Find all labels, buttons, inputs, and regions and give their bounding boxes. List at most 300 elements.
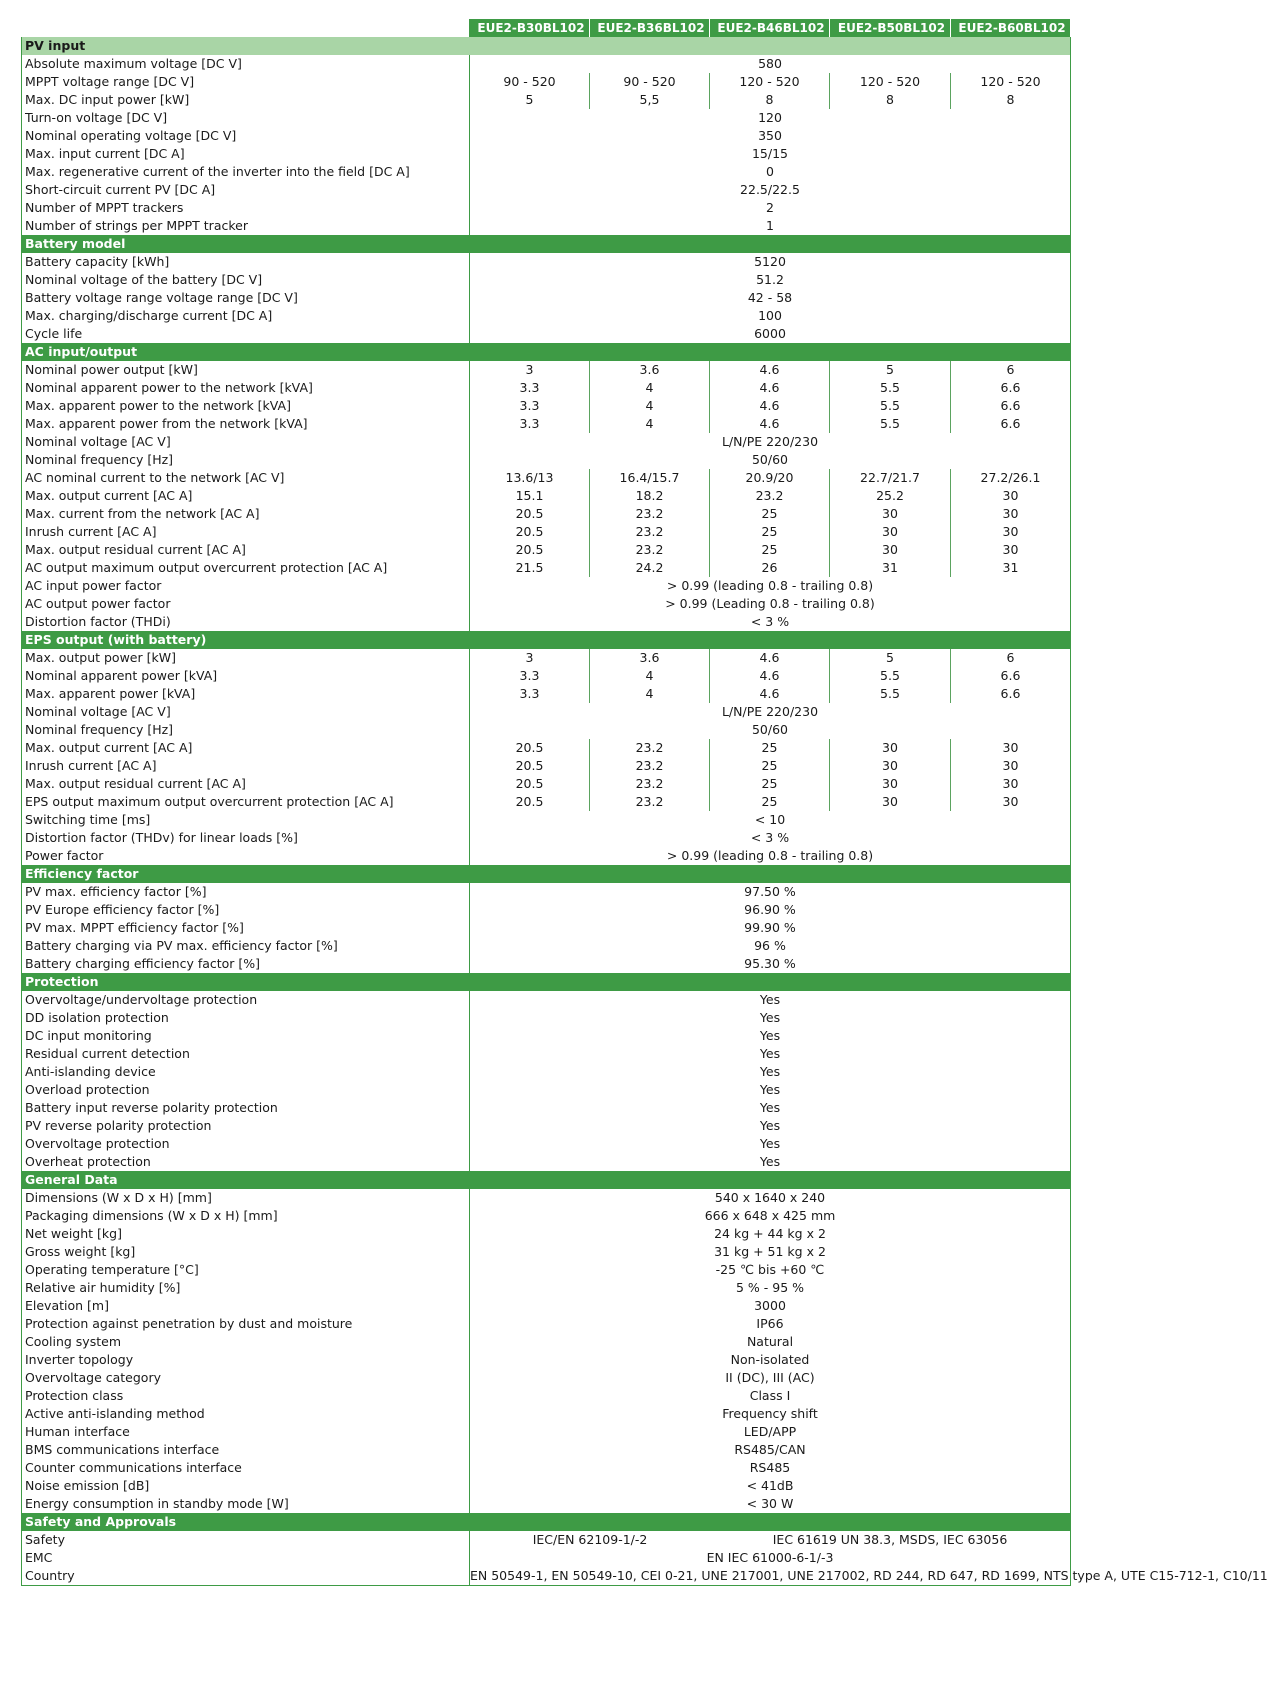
table-row: [22, 505, 1071, 523]
model-header-row: [22, 19, 1071, 37]
value-cell-span: Frequency shift: [470, 1405, 1071, 1423]
value-cell: 4: [590, 685, 710, 703]
row-label: Nominal apparent power to the network [kVA]: [22, 379, 470, 397]
value-cell: 3.6: [590, 361, 710, 379]
row-label: Net weight [kg]: [22, 1225, 470, 1243]
value-cell-span: L/N/PE 220/230: [470, 703, 1071, 721]
table-row: [22, 1315, 1071, 1333]
table-row: [22, 415, 1071, 433]
table-row: [22, 523, 1071, 541]
header-blank-cell: [22, 19, 470, 37]
value-cell-span: 31 kg + 51 kg x 2: [470, 1243, 1071, 1261]
table-row: [22, 1459, 1071, 1477]
value-cell-span: 97.50 %: [470, 883, 1071, 901]
value-cell-span: 120: [470, 109, 1071, 127]
model-header: EUE2-B50BL102: [830, 19, 951, 37]
value-cell: 30: [830, 505, 951, 523]
value-cell: 25: [710, 757, 830, 775]
table-row: [22, 361, 1071, 379]
value-cell-split: [470, 1531, 1071, 1549]
value-cell-span: 50/60: [470, 451, 1071, 469]
table-row: [22, 1351, 1071, 1369]
row-label: Short-circuit current PV [DC A]: [22, 181, 470, 199]
section-title: AC input/output: [22, 343, 470, 361]
value-cell-span: < 3 %: [470, 829, 1071, 847]
value-cell: 5: [830, 361, 951, 379]
table-row: [22, 253, 1071, 271]
value-cell: 4: [590, 667, 710, 685]
row-label: Overheat protection: [22, 1153, 470, 1171]
value-cell-span: > 0.99 (leading 0.8 - trailing 0.8): [470, 577, 1071, 595]
section-header-row: [22, 235, 1071, 253]
table-row: [22, 1099, 1071, 1117]
table-row: [22, 703, 1071, 721]
table-row: [22, 559, 1071, 577]
row-label: Max. output current [AC A]: [22, 487, 470, 505]
value-cell: 3.3: [470, 667, 590, 685]
value-cell-span: < 41dB: [470, 1477, 1071, 1495]
table-row: [22, 1441, 1071, 1459]
value-cell: 30: [951, 523, 1071, 541]
value-cell: 30: [951, 775, 1071, 793]
value-cell-span: 350: [470, 127, 1071, 145]
table-row: [22, 937, 1071, 955]
row-label: Relative air humidity [%]: [22, 1279, 470, 1297]
row-label: Operating temperature [°C]: [22, 1261, 470, 1279]
value-cell: 27.2/26.1: [951, 469, 1071, 487]
value-cell: 24.2: [590, 559, 710, 577]
value-cell: 20.5: [470, 541, 590, 559]
value-cell: 25: [710, 523, 830, 541]
table-row: [22, 1279, 1071, 1297]
value-cell: 3: [470, 649, 590, 667]
table-row: [22, 397, 1071, 415]
value-cell-span: Yes: [470, 1081, 1071, 1099]
value-cell-span: -25 ℃ bis +60 ℃: [470, 1261, 1071, 1279]
value-cell: 30: [830, 523, 951, 541]
row-label: Max. input current [DC A]: [22, 145, 470, 163]
value-cell: 90 - 520: [470, 73, 590, 91]
section-title: Efficiency factor: [22, 865, 470, 883]
row-label: Max. apparent power to the network [kVA]: [22, 397, 470, 415]
value-cell: 4.6: [710, 667, 830, 685]
row-label: EMC: [22, 1549, 470, 1567]
table-row: [22, 1531, 1071, 1549]
value-cell-span: 42 - 58: [470, 289, 1071, 307]
row-label: Cycle life: [22, 325, 470, 343]
table-row: [22, 775, 1071, 793]
section-header-fill: [470, 343, 1071, 361]
value-cell: 21.5: [470, 559, 590, 577]
section-title: EPS output (with battery): [22, 631, 470, 649]
row-label: EPS output maximum output overcurrent protection [AC A]: [22, 793, 470, 811]
value-cell-span: > 0.99 (Leading 0.8 - trailing 0.8): [470, 595, 1071, 613]
value-cell: 25: [710, 793, 830, 811]
value-cell-span: 15/15: [470, 145, 1071, 163]
value-cell-span: Non-isolated: [470, 1351, 1071, 1369]
table-row: [22, 199, 1071, 217]
value-cell: 3.3: [470, 379, 590, 397]
value-cell-span: Yes: [470, 991, 1071, 1009]
table-row: [22, 1549, 1071, 1567]
value-cell-span: 1: [470, 217, 1071, 235]
table-row: [22, 1063, 1071, 1081]
table-row: [22, 1261, 1071, 1279]
value-cell: 5.5: [830, 667, 951, 685]
value-cell-span: 24 kg + 44 kg x 2: [470, 1225, 1071, 1243]
value-cell: 30: [951, 505, 1071, 523]
value-cell-span: 0: [470, 163, 1071, 181]
table-row: [22, 793, 1071, 811]
value-cell: 4: [590, 415, 710, 433]
row-label: Active anti-islanding method: [22, 1405, 470, 1423]
row-label: Distortion factor (THDi): [22, 613, 470, 631]
value-cell: 90 - 520: [590, 73, 710, 91]
row-label: Nominal voltage of the battery [DC V]: [22, 271, 470, 289]
value-cell: 5.5: [830, 379, 951, 397]
row-label: Safety: [22, 1531, 470, 1549]
value-cell: 4.6: [710, 649, 830, 667]
row-label: Dimensions (W x D x H) [mm]: [22, 1189, 470, 1207]
value-cell: 4: [590, 379, 710, 397]
row-label: Elevation [m]: [22, 1297, 470, 1315]
table-row: [22, 829, 1071, 847]
table-row: [22, 1387, 1071, 1405]
value-cell: 5: [470, 91, 590, 109]
row-label: AC output maximum output overcurrent protection [AC A]: [22, 559, 470, 577]
row-label: Inverter topology: [22, 1351, 470, 1369]
value-cell-span: Yes: [470, 1117, 1071, 1135]
value-cell: 4.6: [710, 361, 830, 379]
value-cell: 15.1: [470, 487, 590, 505]
table-row: [22, 1405, 1071, 1423]
value-cell-span: 3000: [470, 1297, 1071, 1315]
table-row: [22, 289, 1071, 307]
row-label: BMS communications interface: [22, 1441, 470, 1459]
value-cell: 23.2: [590, 541, 710, 559]
value-cell: 25: [710, 541, 830, 559]
value-cell-span: RS485/CAN: [470, 1441, 1071, 1459]
section-title: PV input: [22, 37, 470, 55]
value-cell: 4.6: [710, 415, 830, 433]
row-label: Energy consumption in standby mode [W]: [22, 1495, 470, 1513]
value-cell-span: 96.90 %: [470, 901, 1071, 919]
value-cell: 20.5: [470, 775, 590, 793]
value-cell: 6.6: [951, 667, 1071, 685]
value-cell: 30: [951, 793, 1071, 811]
value-cell: 8: [830, 91, 951, 109]
row-label: Protection against penetration by dust and moisture: [22, 1315, 470, 1333]
table-row: [22, 487, 1071, 505]
table-row: [22, 721, 1071, 739]
value-cell-span: 5 % - 95 %: [470, 1279, 1071, 1297]
section-header-fill: [470, 1513, 1071, 1531]
table-row: [22, 613, 1071, 631]
row-label: Residual current detection: [22, 1045, 470, 1063]
split-wrap: [470, 1531, 1070, 1547]
section-title: General Data: [22, 1171, 470, 1189]
row-label: Power factor: [22, 847, 470, 865]
value-cell-span: Class I: [470, 1387, 1071, 1405]
value-cell-span: 5120: [470, 253, 1071, 271]
section-title: Safety and Approvals: [22, 1513, 470, 1531]
value-cell-span: 96 %: [470, 937, 1071, 955]
section-header-fill: [470, 865, 1071, 883]
value-cell-span: L/N/PE 220/230: [470, 433, 1071, 451]
section-header-row: [22, 37, 1071, 55]
model-header: EUE2-B36BL102: [590, 19, 710, 37]
value-cell-span: 6000: [470, 325, 1071, 343]
table-row: [22, 901, 1071, 919]
row-label: Absolute maximum voltage [DC V]: [22, 55, 470, 73]
table-row: [22, 1495, 1071, 1513]
value-cell-span: 100: [470, 307, 1071, 325]
table-row: [22, 685, 1071, 703]
value-cell: 6.6: [951, 415, 1071, 433]
value-cell-span: < 30 W: [470, 1495, 1071, 1513]
value-cell: 16.4/15.7: [590, 469, 710, 487]
value-cell-span: Yes: [470, 1045, 1071, 1063]
section-title: Protection: [22, 973, 470, 991]
value-cell: 5: [830, 649, 951, 667]
value-cell: 26: [710, 559, 830, 577]
value-cell: 5.5: [830, 397, 951, 415]
value-cell: 4.6: [710, 379, 830, 397]
row-label: Overvoltage protection: [22, 1135, 470, 1153]
row-label: Number of MPPT trackers: [22, 199, 470, 217]
value-cell: 20.5: [470, 505, 590, 523]
value-cell-span: 50/60: [470, 721, 1071, 739]
table-row: [22, 91, 1071, 109]
value-cell-span: 540 x 1640 x 240: [470, 1189, 1071, 1207]
split-value: IEC 61619 UN 38.3, MSDS, IEC 63056: [772, 1531, 1008, 1547]
table-row: [22, 307, 1071, 325]
row-label: Inrush current [AC A]: [22, 523, 470, 541]
value-cell-span: Yes: [470, 1027, 1071, 1045]
value-cell: 20.5: [470, 757, 590, 775]
value-cell: 23.2: [590, 757, 710, 775]
value-cell: 13.6/13: [470, 469, 590, 487]
row-label: Counter communications interface: [22, 1459, 470, 1477]
row-label: AC output power factor: [22, 595, 470, 613]
value-cell: 20.9/20: [710, 469, 830, 487]
table-row: [22, 433, 1071, 451]
value-cell: 23.2: [590, 775, 710, 793]
value-cell-span: < 3 %: [470, 613, 1071, 631]
table-row: [22, 1009, 1071, 1027]
model-header: EUE2-B46BL102: [710, 19, 830, 37]
value-cell-span: Yes: [470, 1135, 1071, 1153]
table-row: [22, 1477, 1071, 1495]
row-label: Protection class: [22, 1387, 470, 1405]
table-row: [22, 145, 1071, 163]
value-cell-span: 95.30 %: [470, 955, 1071, 973]
value-cell: 6: [951, 361, 1071, 379]
row-label: Nominal power output [kW]: [22, 361, 470, 379]
value-cell: 20.5: [470, 793, 590, 811]
value-cell-span: Yes: [470, 1009, 1071, 1027]
value-cell: 3.6: [590, 649, 710, 667]
value-cell-span: 51.2: [470, 271, 1071, 289]
row-label: Gross weight [kg]: [22, 1243, 470, 1261]
value-cell: 5,5: [590, 91, 710, 109]
table-row: [22, 757, 1071, 775]
spec-table: [21, 19, 1268, 1586]
value-cell-span: 2: [470, 199, 1071, 217]
value-cell: 23.2: [590, 505, 710, 523]
table-row: [22, 109, 1071, 127]
table-row: [22, 847, 1071, 865]
table-row: [22, 919, 1071, 937]
value-cell: 22.7/21.7: [830, 469, 951, 487]
row-label: Max. apparent power [kVA]: [22, 685, 470, 703]
value-cell-span: < 10: [470, 811, 1071, 829]
section-header-fill: [470, 235, 1071, 253]
row-label: Max. charging/discharge current [DC A]: [22, 307, 470, 325]
table-row: [22, 955, 1071, 973]
row-label: Max. current from the network [AC A]: [22, 505, 470, 523]
spec-body: [22, 37, 1268, 1586]
table-row: [22, 1189, 1071, 1207]
value-cell: 25: [710, 775, 830, 793]
section-title: Battery model: [22, 235, 470, 253]
value-cell: 23.2: [590, 739, 710, 757]
row-label: Max. apparent power from the network [kVA]: [22, 415, 470, 433]
section-header-fill: [470, 631, 1071, 649]
table-row: [22, 649, 1071, 667]
value-cell: 23.2: [710, 487, 830, 505]
row-label: Max. regenerative current of the inverter into the field [DC A]: [22, 163, 470, 181]
table-row: [22, 1207, 1071, 1225]
row-label: Anti-islanding device: [22, 1063, 470, 1081]
value-cell: 31: [830, 559, 951, 577]
value-cell: 4: [590, 397, 710, 415]
row-label: Nominal frequency [Hz]: [22, 721, 470, 739]
row-label: MPPT voltage range [DC V]: [22, 73, 470, 91]
table-row: [22, 1297, 1071, 1315]
table-row: [22, 1225, 1071, 1243]
table-row: [22, 1117, 1071, 1135]
value-cell: 23.2: [590, 793, 710, 811]
table-row: [22, 325, 1071, 343]
row-label: Switching time [ms]: [22, 811, 470, 829]
value-cell-span: LED/APP: [470, 1423, 1071, 1441]
value-cell: 8: [951, 91, 1071, 109]
table-row: [22, 217, 1071, 235]
row-label: DD isolation protection: [22, 1009, 470, 1027]
table-row: [22, 1423, 1071, 1441]
row-label: PV reverse polarity protection: [22, 1117, 470, 1135]
table-row: [22, 73, 1071, 91]
value-cell: 120 - 520: [951, 73, 1071, 91]
value-cell: 5.5: [830, 415, 951, 433]
row-label: Overvoltage/undervoltage protection: [22, 991, 470, 1009]
table-row: [22, 811, 1071, 829]
table-row: [22, 1045, 1071, 1063]
table-row: [22, 55, 1071, 73]
model-header: EUE2-B30BL102: [470, 19, 590, 37]
value-cell: 3: [470, 361, 590, 379]
section-header-row: [22, 1171, 1071, 1189]
row-label: Max. DC input power [kW]: [22, 91, 470, 109]
row-label: Battery capacity [kWh]: [22, 253, 470, 271]
value-cell: 4.6: [710, 685, 830, 703]
value-cell: 30: [951, 487, 1071, 505]
value-cell: 25: [710, 505, 830, 523]
value-cell-span: Yes: [470, 1099, 1071, 1117]
table-row: [22, 127, 1071, 145]
table-row: [22, 1153, 1071, 1171]
table-row: [22, 595, 1071, 613]
value-cell-span: RS485: [470, 1459, 1071, 1477]
row-label: Nominal apparent power [kVA]: [22, 667, 470, 685]
table-row: [22, 883, 1071, 901]
table-row: [22, 163, 1071, 181]
value-cell-span: EN IEC 61000-6-1/-3: [470, 1549, 1071, 1567]
value-cell: 4.6: [710, 397, 830, 415]
row-label: Cooling system: [22, 1333, 470, 1351]
row-label: AC nominal current to the network [AC V]: [22, 469, 470, 487]
table-row: [22, 181, 1071, 199]
row-label: Nominal voltage [AC V]: [22, 703, 470, 721]
table-row: [22, 271, 1071, 289]
section-header-fill: [470, 37, 1071, 55]
value-cell: 30: [830, 757, 951, 775]
table-row: [22, 1369, 1071, 1387]
value-cell: 6.6: [951, 397, 1071, 415]
row-label: Overload protection: [22, 1081, 470, 1099]
table-row: [22, 1027, 1071, 1045]
value-cell: 30: [951, 541, 1071, 559]
value-cell-span: 580: [470, 55, 1071, 73]
row-label: AC input power factor: [22, 577, 470, 595]
table-row: [22, 667, 1071, 685]
value-cell: 30: [830, 775, 951, 793]
row-label: Max. output power [kW]: [22, 649, 470, 667]
split-value: IEC/EN 62109-1/-2: [532, 1531, 648, 1547]
value-cell-span: > 0.99 (leading 0.8 - trailing 0.8): [470, 847, 1071, 865]
table-row: [22, 991, 1071, 1009]
value-cell-span: 99.90 %: [470, 919, 1071, 937]
row-label: Inrush current [AC A]: [22, 757, 470, 775]
row-label: Max. output residual current [AC A]: [22, 541, 470, 559]
value-cell: 18.2: [590, 487, 710, 505]
section-header-row: [22, 865, 1071, 883]
table-row: [22, 451, 1071, 469]
value-cell: 5.5: [830, 685, 951, 703]
row-label: Human interface: [22, 1423, 470, 1441]
value-cell: 23.2: [590, 523, 710, 541]
value-cell: 120 - 520: [710, 73, 830, 91]
table-row: [22, 379, 1071, 397]
table-row: [22, 1567, 1071, 1586]
row-label: Number of strings per MPPT tracker: [22, 217, 470, 235]
row-label: Battery voltage range voltage range [DC V]: [22, 289, 470, 307]
value-cell-span: Yes: [470, 1063, 1071, 1081]
row-label: PV max. MPPT efficiency factor [%]: [22, 919, 470, 937]
row-label: Distortion factor (THDv) for linear loads [%]: [22, 829, 470, 847]
value-cell: 120 - 520: [830, 73, 951, 91]
table-row: [22, 739, 1071, 757]
value-cell: 3.3: [470, 685, 590, 703]
section-header-row: [22, 1513, 1071, 1531]
row-label: Battery charging via PV max. efficiency factor [%]: [22, 937, 470, 955]
value-cell: 30: [951, 739, 1071, 757]
row-label: Nominal frequency [Hz]: [22, 451, 470, 469]
value-cell-span: 666 x 648 x 425 mm: [470, 1207, 1071, 1225]
table-row: [22, 1333, 1071, 1351]
row-label: Battery input reverse polarity protection: [22, 1099, 470, 1117]
